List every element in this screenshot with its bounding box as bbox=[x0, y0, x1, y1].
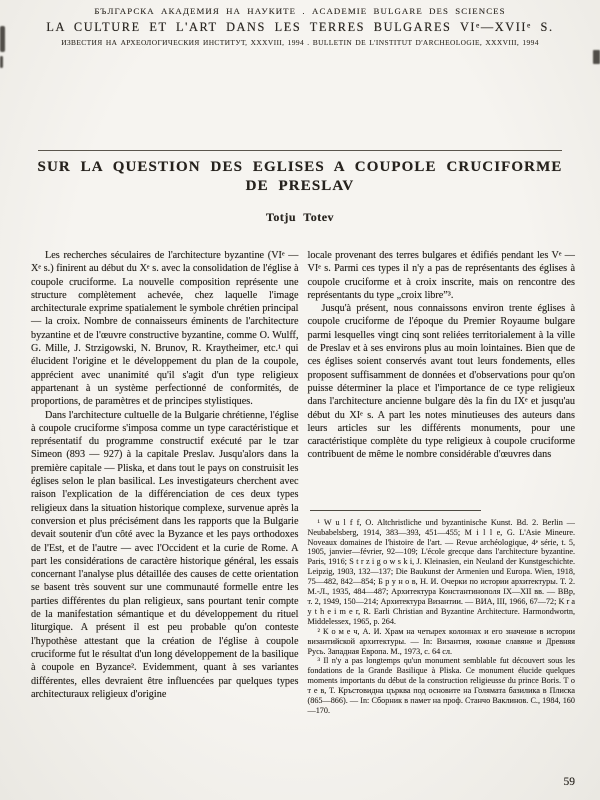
academy-name: БЪЛГАРСКА АКАДЕМИЯ НА НАУКИТЕ . ACADEMIE BULGARE DES SCIENCES bbox=[94, 6, 506, 16]
footnote-2: ² К о м е ч, А. И. Храм на четырех колоннах и его значение в истории византийской архитектуры. — In: Византия, южные славяне и Древняя Русь. Западная Европа. М., 1973, с. 64 сл. bbox=[307, 626, 575, 656]
left-column bbox=[31, 249, 299, 716]
page-number: 59 bbox=[563, 776, 575, 788]
scan-artifact bbox=[0, 56, 3, 68]
footnote-1: ¹ W u l f f, O. Altchristliche und byzantinische Kunst. Bd. 2. Berlin — Neubabelsberg, 1914, 383—393, 451—455; M i l l e, G. L'Asie Mineure. Noveaux domaines de l'histoire de l'art. — Revue archéologique, 4ᵉ série, t. 5, 1905, janvier—février, 92—109; L'école grecque dans l'architecture byzantine. Paris, 1916; S t r z i g o w s k i, J. Kleinasien, ein Neuland der Kunstgeschichte. Leipzig, 1903, 132—137; Die Baukunst der Armenien und Europa. Wien, 1918, 75—482, 842—854; Б р у н о в, Н. И. Очерки по истории архитектуры. Т. 2. М.-Л., 1935, 484—487; Архитектура Константинополя IX—XII вв. — ВВр, т. 2, 1949, 150—214; Архитектура Византии. — ВИА, III, 1966, 67—72; K r a y t h e i m e r, R. Earli Christian and Byzantine Architecture. Harmondwortn, Middelessex, 1965, p. 264. bbox=[307, 517, 575, 626]
bulletin-imprint: ИЗВЕСТИЯ НА АРХЕОЛОГИЧЕСКИЯ ИНСТИТУТ, XXXVIII, 1994 . BULLETIN DE L'INSTITUT D'ARCHEOLOGIE, XXXVIII, 1994 bbox=[61, 38, 539, 47]
footnote-3: ³ Il n'y a pas longtemps qu'un monument semblable fut découvert sous les fondations de la Grande Basilique à Pliska. Ce monument élucide quelques moments importants du début de la construction religieusse du prince Boris. Т о т е в, Т. Кръстовидна църква под основите на Голямата базилика в Плиска (865—866). — In: Сборник в памет на проф. Станчо Ваклинов. С., 1984, 160—170. bbox=[307, 656, 575, 715]
scan-artifact bbox=[593, 50, 600, 64]
body-paragraph: Les recherches séculaires de l'architecture byzantine (VIᵉ — Xᵉ s.) finirent au début du Xᵉ s. avec la consolidation de l'église à coupole cruciforme. La nouvelle composition représente une structure complètement achevée, chez laquelle l'image architecturale exprime spatialement le symbole chrétien principal — la croix. Nombre de connaisseurs éminents de l'architecture byzantine et de l'œuvre constructive byzantine, comme O. Wulff, G. Mille, J. Strzigowski, N. Brunov, R. Kraytheimer, etc.¹ qui élucident l'origine et le développement du plan de la coupole, apprécient avec unanimité qu'il s'agit d'un type religieux appartenant à un système perfectionné de conformités, de proportions, de paramètres et de principes stylistiques. bbox=[31, 250, 299, 408]
body-paragraph: locale provenant des terres bulgares et édifiés pendant les Vᵉ — VIᵉ s. Parmi ces types il n'y a pas de représentants des églises à coupole cruciforme et à croix inscrite, mais on rencontre des représentants du type „croix libre”³. bbox=[307, 250, 575, 301]
right-column bbox=[308, 249, 576, 716]
body-paragraph: Dans l'architecture cultuelle de la Bulgarie chrétienne, l'église à coupole cruciforme s'imposa comme un type caractéristique et représentatif du programme constructif exécuté par le tzar Simeon (893 — 927) à la capitale Preslav. Jusqu'alors dans la première capitale — Pliska, et dans tout le pays on construisit les églises selon le plan basilical. Les investigateurs cherchent avec raison l'explication de la différenciation de ces deux types religieux dans la situation historique complexe, survenue après la conversion et plus précisément dans les rapports que la Bulgarie devait soutenir d'un côté avec la Byzance et les pays orthodoxes de l'Est, et de l'autre — avec l'Occident et la curie de Rome. A part les considérations de caractère historique général, les essais concernant l'analyse plus détaillée des causes de cette orientation se basent très souvent sur une communauté formelle entre les parties différentes du plan religieux, sans pourtant tenir compte de la manifestation sémantique et du développement du rituel liturgique. A présent il est peu probable qu'on conteste l'hypothèse attestant que la création de l'église à coupole cruciforme fut le résultat d'un long développement de la basilique à coupole en Byzance². Evidemment, quant à ses variantes différentes, elles devraient être influencées par quelques types architecturaux religieux d'origine bbox=[31, 409, 299, 700]
title-divider bbox=[38, 150, 562, 151]
article-title bbox=[30, 158, 570, 196]
article-body bbox=[31, 249, 575, 716]
article-title-line2: DE PRESLAV bbox=[245, 178, 355, 194]
body-paragraph: Jusqu'à présent, nous connaissons environ trente églises à coupole cruciforme de l'époque du Premier Royaume bulgare parmi lesquelles vingt cinq sont reliées territorialement à la ville de Preslav et à ses environs plus au moin lointaines. Bien que de ces églises soient conservés avant tout leurs fondements, elles proposent suffisamment de données et d'observations pour qu'on puisse déterminer la place et l'importance de ce type religieux dans l'architecture ancienne bulgare dès la fin du IXᵉ et jusqu'au début du XIᵉ s. A part les notes minutieuses des auteurs dans leurs articles sur les différents monuments, pour une caractéristique complète du type religieux à coupole cruciforme contribuent de même le nombre considérable d'œuvres dans bbox=[307, 303, 575, 461]
article-title-line1: SUR LA QUESTION DES EGLISES A COUPOLE CRUCIFORME bbox=[37, 159, 563, 175]
footnote-divider bbox=[310, 510, 481, 511]
journal-masthead bbox=[0, 6, 600, 47]
series-title: LA CULTURE ET L'ART DANS LES TERRES BULGARES VIᵉ—XVIIᵉ S. bbox=[46, 20, 554, 34]
author-name: Totju Totev bbox=[265, 210, 335, 224]
